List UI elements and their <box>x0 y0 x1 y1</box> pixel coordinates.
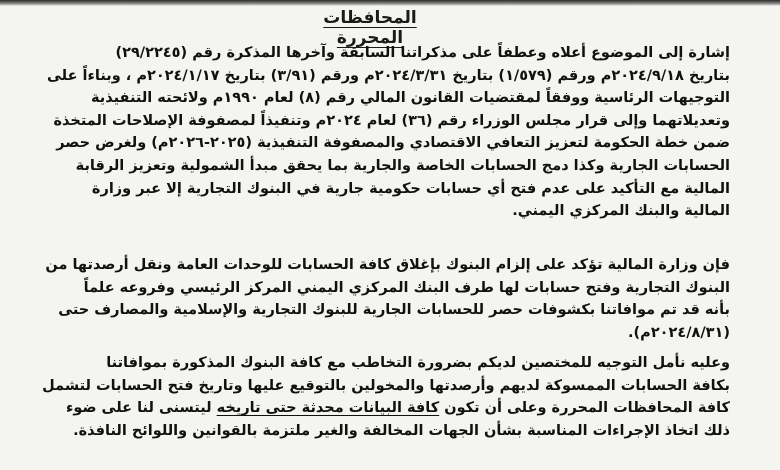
document-heading: المحافظات المحررة <box>323 8 417 48</box>
text-line: البنوك التجارية وفتح حسابات لها طرف البنك المركزي اليمني المركز الرئيسي وفروعه علماً <box>83 279 730 296</box>
scan-edge <box>0 0 780 6</box>
text-line: الحسابات الجارية وكذا دمج الحسابات الخاصة والجارية بما يحقق مبدأ الشمولية وتعزيز الرقابة <box>75 157 730 174</box>
paragraph-request <box>42 352 730 442</box>
text-line: فإن وزارة المالية تؤكد على إلزام البنوك بإغلاق كافة الحسابات للوحدات العامة ونقل أرصدتها من <box>45 257 730 273</box>
text-line: ذلك اتخاذ الإجراءات المناسبة بشأن الجهات المخالفة والغير ملتزمة بالقوانين واللوائح النافذة. <box>73 422 730 439</box>
text-line: بتاريخ ٢٠٢٤/٩/١٨م ورقم (١/٥٧٩) بتاريخ ٢٠٢٤/٣/٣١م ورقم (٣/٩١) بتاريخ ٢٠٢٤/١/١٧م ، وبناءاً على <box>46 67 730 84</box>
text-line: إشارة إلى الموضوع أعلاه وعطفاً على مذكراتنا السابقة وآخرها المذكرة رقم (٢٩/٢٢٤٥) <box>115 45 730 61</box>
text-line: بأنه قد تم موافاتنا بكشوفات حصر للحسابات الجارية للبنوك التجارية والإسلامية والمصارف حتى <box>58 302 730 319</box>
text-line: ضمن خطة الحكومة لتعزيز التعافي الاقتصادي والمصفوفة التنفيذية (٢٠٢٥-٢٠٢٦م) ولغرض حصر <box>56 135 730 152</box>
text-segment: كافة المحافظات المحررة وعلى أن تكون <box>439 400 730 417</box>
text-line: المالية والبنك المركزي اليمني. <box>512 203 730 220</box>
text-line: (٢٠٢٤/٨/٣١م). <box>628 324 730 341</box>
text-line-with-underline <box>65 397 730 420</box>
paragraph-directive <box>45 254 730 344</box>
text-line: وعليه نأمل التوجيه للمختصين لديكم بضرورة التخاطب مع كافة البنوك المذكورة بموافاتنا <box>106 355 730 371</box>
text-line: وتعديلاتهما وإلى قرار مجلس الوزراء رقم (٣٦) لعام ٢٠٢٤م وتنفيذاً لمصفوفة الإصلاحات المتخذة <box>53 112 730 129</box>
text-line: بكافة الحسابات الممسوكة لديهم وأرصدتها والمخولين بالتوقيع عليها وتاريخ فتح الحسابات لتشمل <box>42 377 730 394</box>
text-line: التوجيهات الرئاسية ووفقاً لمقتضيات القانون المالي رقم (٨) لعام ١٩٩٠م ولائحته التنفيذية <box>91 90 730 107</box>
text-line: المالية مع التأكيد على عدم فتح أي حسابات حكومية جارية في البنوك التجارية إلا عبر وزارة <box>91 180 730 197</box>
text-segment: ليتسنى لنا على ضوء <box>65 400 217 417</box>
underlined-phrase: كافة البيانات محدثة حتى تاريخه <box>216 400 440 417</box>
paragraph-reference <box>46 42 730 223</box>
